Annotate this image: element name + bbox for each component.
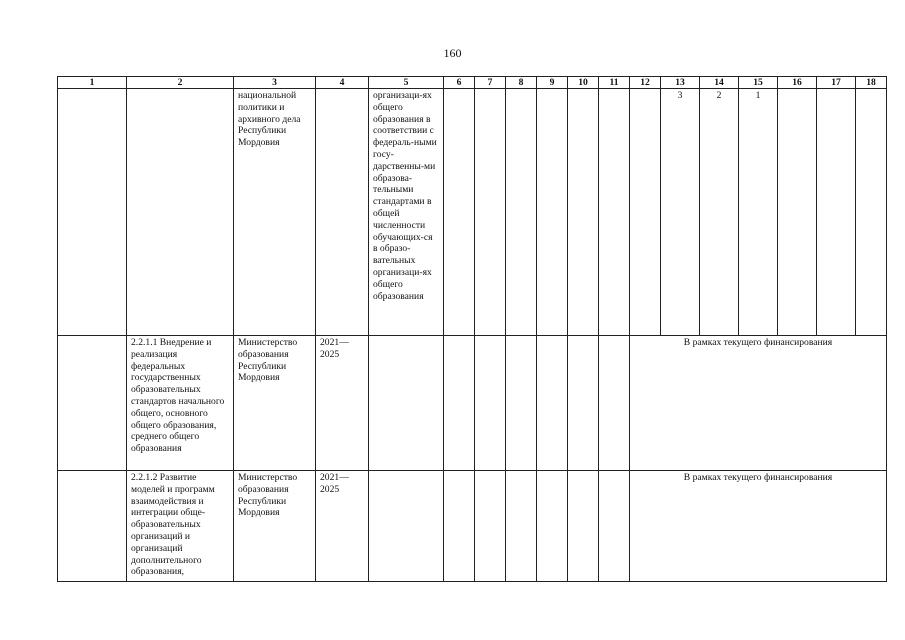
cell-col-8 [506, 89, 537, 336]
cell-col-10 [568, 89, 599, 336]
header-col-17: 17 [817, 77, 856, 89]
cell-col-9 [537, 89, 568, 336]
cell-period: 2021—2025 [316, 471, 369, 582]
header-col-4: 4 [316, 77, 369, 89]
cell-col-12 [630, 89, 661, 336]
cell-indicator [369, 336, 444, 471]
cell-responsible: национальной политики и архивного дела Республики Мордовия [234, 89, 316, 336]
cell-measure: 2.2.1.1 Внедрение и реализация федеральных государственных образовательных стандартов начального общего, основного общего образования, среднего общего образования [127, 336, 234, 471]
header-col-2: 2 [127, 77, 234, 89]
table-row [58, 471, 887, 582]
table-row [58, 336, 887, 471]
cell-indicator [369, 471, 444, 582]
cell-indicator: организаци-ях общего образования в соответствии с федераль-ными госу-дарственны-ми образова-тельными стандартами в общей численности обучающих-ся в образо-вательных организаци-ях общего образования [369, 89, 444, 336]
cell-col-1 [58, 89, 127, 336]
cell-col-6 [444, 89, 475, 336]
cell-col-7 [475, 471, 506, 582]
header-col-16: 16 [778, 77, 817, 89]
cell-col-2 [127, 89, 234, 336]
cell-col-6 [444, 471, 475, 582]
cell-period [316, 89, 369, 336]
cell-col-9 [537, 471, 568, 582]
cell-col-11 [599, 336, 630, 471]
cell-col-10 [568, 471, 599, 582]
financing-note: В рамках текущего финансирования [630, 336, 887, 471]
cell-col-1 [58, 471, 127, 582]
header-col-13: 13 [661, 77, 700, 89]
header-col-5: 5 [369, 77, 444, 89]
cell-col-8 [506, 471, 537, 582]
cell-col-15: 1 [739, 89, 778, 336]
cell-col-11 [599, 471, 630, 582]
cell-col-14: 2 [700, 89, 739, 336]
cell-col-13: 3 [661, 89, 700, 336]
cell-col-7 [475, 89, 506, 336]
program-table [57, 76, 887, 582]
header-col-1: 1 [58, 77, 127, 89]
cell-period: 2021—2025 [316, 336, 369, 471]
cell-col-18 [856, 89, 887, 336]
cell-col-10 [568, 336, 599, 471]
cell-col-6 [444, 336, 475, 471]
header-col-8: 8 [506, 77, 537, 89]
header-col-11: 11 [599, 77, 630, 89]
header-col-14: 14 [700, 77, 739, 89]
header-col-7: 7 [475, 77, 506, 89]
cell-col-8 [506, 336, 537, 471]
header-col-9: 9 [537, 77, 568, 89]
table-row [58, 89, 887, 336]
cell-col-1 [58, 336, 127, 471]
financing-note: В рамках текущего финансирования [630, 471, 887, 582]
header-col-6: 6 [444, 77, 475, 89]
cell-measure: 2.2.1.2 Развитие моделей и программ взаимодействия и интеграции обще-образовательных организаций и организаций дополнительного образования, [127, 471, 234, 582]
cell-responsible: Министерство образования Республики Мордовия [234, 336, 316, 471]
header-col-15: 15 [739, 77, 778, 89]
cell-col-7 [475, 336, 506, 471]
cell-col-11 [599, 89, 630, 336]
cell-col-16 [778, 89, 817, 336]
header-col-10: 10 [568, 77, 599, 89]
cell-col-17 [817, 89, 856, 336]
header-row [58, 77, 887, 89]
header-col-18: 18 [856, 77, 887, 89]
header-col-12: 12 [630, 77, 661, 89]
page-number: 160 [443, 46, 462, 60]
cell-responsible: Министерство образования Республики Мордовия [234, 471, 316, 582]
header-col-3: 3 [234, 77, 316, 89]
cell-col-9 [537, 336, 568, 471]
